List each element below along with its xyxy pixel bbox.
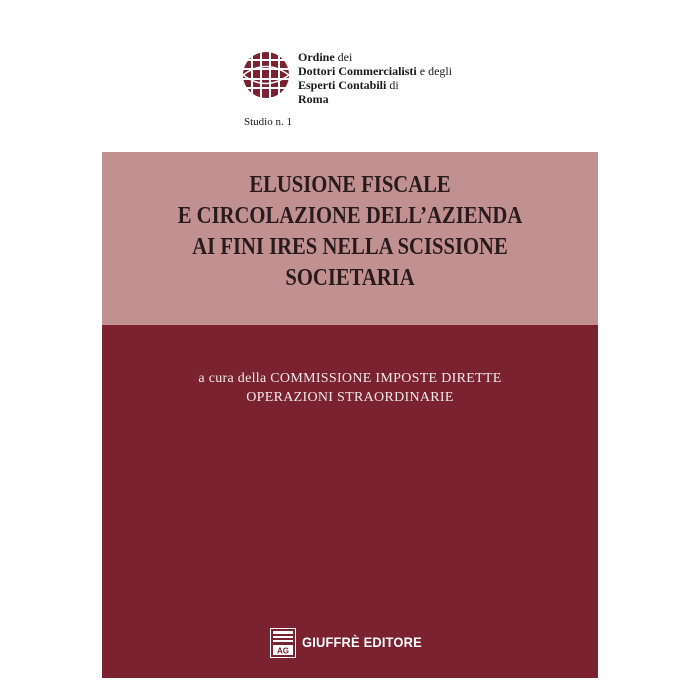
organization-name bbox=[298, 50, 518, 106]
book-title bbox=[137, 170, 564, 294]
title-line-3: AI FINI IRES NELLA SCISSIONE bbox=[192, 234, 508, 260]
editor-credit bbox=[102, 369, 598, 407]
editor-credit-line-1: a cura della COMMISSIONE IMPOSTE DIRETTE bbox=[198, 371, 502, 386]
publisher-name: GIUFFRÈ EDITORE bbox=[302, 634, 422, 650]
org-line3-bold: Esperti Contabili bbox=[298, 78, 387, 92]
title-line-4: SOCIETARIA bbox=[285, 265, 415, 291]
series-number: Studio n. 1 bbox=[244, 116, 292, 128]
org-line3-rest: di bbox=[386, 78, 399, 92]
title-line-2: E CIRCOLAZIONE DELL’AZIENDA bbox=[177, 203, 523, 229]
org-line4-bold: Roma bbox=[298, 92, 329, 106]
title-line-1: ELUSIONE FISCALE bbox=[249, 172, 451, 198]
org-line1-bold: Ordine bbox=[298, 50, 335, 64]
publisher-logo-text: AG bbox=[277, 646, 289, 656]
org-line1-rest: dei bbox=[334, 50, 353, 64]
globe-icon bbox=[241, 50, 291, 100]
org-line2-rest: e degli bbox=[416, 64, 453, 78]
editor-credit-line-2: OPERAZIONI STRAORDINARIE bbox=[246, 390, 454, 405]
publisher-logo-icon bbox=[270, 628, 296, 658]
org-line2-bold: Dottori Commercialisti bbox=[298, 64, 417, 78]
